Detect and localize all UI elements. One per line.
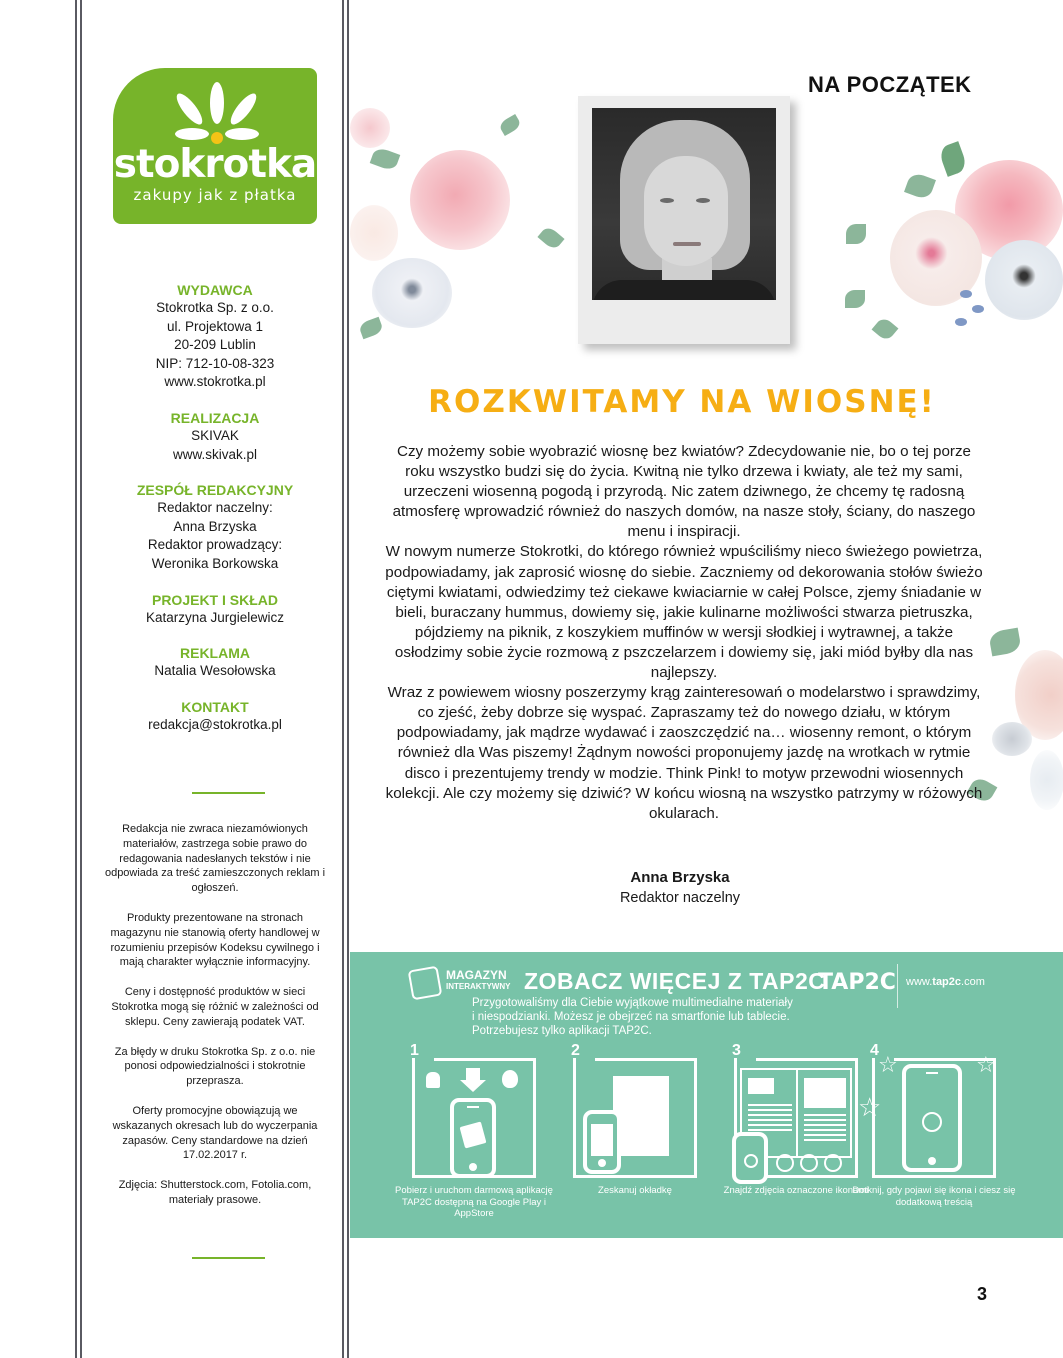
leaf-icon xyxy=(537,225,564,251)
photo-eye xyxy=(660,198,674,203)
daisy-petal-icon xyxy=(227,90,261,128)
leaf-icon xyxy=(846,224,866,244)
tap2c-logo: TAP2C xyxy=(818,970,896,995)
tap2c-app-icon xyxy=(460,1122,487,1149)
leaf-icon xyxy=(498,114,522,136)
section-heading: KONTAKT xyxy=(181,698,249,715)
section-heading: REALIZACJA xyxy=(170,409,260,426)
step-number: 3 xyxy=(732,1042,741,1059)
step-frame-top xyxy=(595,1058,697,1061)
phone-speaker xyxy=(926,1072,938,1074)
publisher-website-link[interactable]: www.stokrotka.pl xyxy=(164,374,266,390)
magazine-label xyxy=(446,970,510,992)
section-line: Natalia Wesołowska xyxy=(154,663,276,679)
star-icon: ☆ xyxy=(858,1092,882,1122)
section-line: Anna Brzyska xyxy=(173,518,257,534)
white-anemone-icon xyxy=(1030,750,1063,810)
banner-separator xyxy=(897,964,898,1008)
section-line: 20-209 Lublin xyxy=(174,337,256,353)
photo-eye xyxy=(696,198,710,203)
photo-mouth xyxy=(673,242,701,246)
author-role: Redaktor naczelny xyxy=(619,890,741,906)
section-heading: REKLAMA xyxy=(180,645,250,662)
legal-note: Produkty prezentowane na stronach magazynu nie stanowią oferty handlowej w rozumieniu przepisów Kodeksu cywilnego i mają charakter wyłącznie informacyjny. xyxy=(110,911,320,969)
page-number: 3 xyxy=(977,1284,988,1304)
photo-face xyxy=(644,156,728,266)
daisy-petal-icon xyxy=(175,128,209,140)
phone-screen xyxy=(591,1124,613,1156)
description-line: Przygotowaliśmy dla Ciebie wyjątkowe multimedialne materiały xyxy=(472,997,793,1009)
peony-icon xyxy=(350,205,398,261)
section-line: SKIVAK xyxy=(191,427,239,443)
android-icon xyxy=(426,1072,440,1088)
legal-note: Redakcja nie zwraca niezamówionych materiałów, zastrzega sobie prawo do redagowania nadesłanych tekstów i nie odpowiada za treść zamieszczonych reklam i ogłoszeń. xyxy=(104,823,326,895)
phone-home-button xyxy=(928,1157,936,1165)
colophon-section-editorial-team xyxy=(96,481,334,573)
article-signature xyxy=(560,868,800,908)
step-number: 2 xyxy=(571,1042,580,1059)
colophon-section-advertising xyxy=(96,644,334,681)
step-tap-icon xyxy=(852,1042,1016,1208)
logo-tagline: zakupy jak z płatka xyxy=(133,186,297,204)
white-anemone-icon xyxy=(985,240,1063,320)
camera-icon xyxy=(800,1154,818,1172)
article-paragraph: Wraz z powiewem wiosny poszerzymy krąg zainteresowań o modelarstwo i sprawdzimy, co zjeść, żeby dobrze się wyspać. Zapraszamy też do nowego działu, w którym podpowiadamy, jak mądrze wydawać i zaoszczędzić na… wiosenny remont, o którym również dla Was piszemy! Żądnym nowości proponujemy jazdę na wrotkach w rytmie disco i prezentujemy trendy w modzie. Think Pink! to motyw przewodni wiosennych kolekcji. Ale czy możemy się dziwić? W końcu wiosną na wszystko patrzymy w różowych okularach. xyxy=(385,684,983,822)
skivak-website-link[interactable]: www.skivak.pl xyxy=(172,446,258,462)
daisy-petal-icon xyxy=(173,90,207,128)
magazine-text xyxy=(748,1104,792,1132)
apple-icon xyxy=(502,1070,518,1088)
description-line: i niespodzianki. Możesz je obejrzeć na smartfonie lub tablecie. xyxy=(472,1011,790,1023)
banner-description xyxy=(472,996,793,1038)
download-arrow-icon xyxy=(466,1068,480,1080)
percent-icon xyxy=(824,1154,842,1172)
editor-photo-frame xyxy=(578,96,790,344)
section-line: Redaktor prowadzący: xyxy=(147,537,283,553)
frame-line-left-outer xyxy=(75,0,77,1358)
url-domain: tap2c xyxy=(932,976,962,988)
berry-icon xyxy=(960,290,972,298)
magazine-cover-icon xyxy=(613,1076,669,1156)
section-heading: PROJEKT I SKŁAD xyxy=(151,591,278,608)
frame-line-left-inner xyxy=(80,0,82,1358)
section-line: Stokrotka Sp. z o.o. xyxy=(156,300,274,315)
step-frame-top xyxy=(756,1058,858,1061)
green-divider xyxy=(192,792,265,794)
phone-speaker xyxy=(467,1106,479,1108)
step-download-app xyxy=(395,1042,553,1219)
stokrotka-logo xyxy=(113,68,317,224)
step-caption: Zeskanuj okładkę xyxy=(598,1185,672,1196)
tap2c-banner[interactable] xyxy=(350,952,1063,1238)
smartphone-icon xyxy=(732,1132,768,1184)
description-line: Potrzebujesz tylko aplikacji TAP2C. xyxy=(472,1025,652,1037)
magazine-image xyxy=(748,1078,774,1094)
download-arrow-head-icon xyxy=(460,1080,486,1092)
legal-note: Za błędy w druku Stokrotka Sp. z o.o. nie ponosi odpowiedzialności i stokrotnie przeprasza. xyxy=(114,1045,316,1088)
pink-rose-icon xyxy=(410,150,510,250)
article-paragraph: Czy możemy sobie wyobrazić wiosnę bez kwiatów? Zdecydowanie nie, bo o tej porze roku wszystko budzi się do życia. Kwitną nie tylko drzewa i kwiaty, ale też my sami, urzeczeni wiosenną pogodą i przyrodą. Nic zatem dziwnego, że chcemy tę radosną atmosferę wprowadzić również do naszych domów, na nasze stoły, ściany, do naszego menu i inspiracji. xyxy=(392,443,976,541)
legal-note: Oferty promocyjne obowiązują we wskazanych okresach lub do wyczerpania zapasów. Ceny standardowe na dzień 17.02.2017 r. xyxy=(112,1104,318,1162)
phone-home-button xyxy=(469,1163,477,1171)
smartphone-icon xyxy=(902,1064,962,1172)
leaf-icon xyxy=(988,628,1022,657)
phone-home-button xyxy=(598,1159,606,1167)
section-line: Weronika Borkowska xyxy=(151,555,279,571)
white-anemone-icon xyxy=(372,258,452,328)
magazine-image xyxy=(804,1078,846,1108)
play-icon xyxy=(744,1154,758,1168)
daisy-petal-icon xyxy=(225,128,259,140)
leaf-icon xyxy=(938,141,969,177)
section-heading: WYDAWCA xyxy=(177,282,253,298)
magazine-text xyxy=(804,1114,846,1142)
section-label: NA POCZĄTEK xyxy=(808,72,972,97)
star-icon: ☆ xyxy=(976,1052,996,1077)
leaf-icon xyxy=(358,317,384,340)
section-line: NIP: 712-10-08-323 xyxy=(155,355,275,371)
article-title: ROZKWITAMY NA WIOSNĘ! xyxy=(428,384,936,420)
magazine-spine xyxy=(796,1070,798,1156)
berry-icon xyxy=(955,318,967,326)
section-line: Katarzyna Jurgielewicz xyxy=(145,609,285,625)
leaf-icon xyxy=(370,146,401,172)
editor-portrait-photo xyxy=(592,108,776,300)
step-find-icons xyxy=(723,1042,869,1196)
author-name: Anna Brzyska xyxy=(630,869,730,886)
play-icon xyxy=(922,1112,942,1132)
star-icon: ☆ xyxy=(878,1052,898,1077)
leaf-icon xyxy=(904,171,936,201)
tap2c-website-link[interactable] xyxy=(906,976,985,988)
banner-title: ZOBACZ WIĘCEJ Z TAP2C xyxy=(524,968,826,994)
step-frame-top xyxy=(434,1058,536,1061)
contact-email-link[interactable]: redakcja@stokrotka.pl xyxy=(148,716,282,732)
legal-note: Ceny i dostępność produktów w sieci Stokrotka mogą się różnić w zależności od sklepu. Ceny zawierają podatek VAT. xyxy=(111,986,319,1028)
magazine-label-line1: MAGAZYN xyxy=(446,968,507,982)
leaf-icon xyxy=(845,290,865,308)
article-body xyxy=(385,442,983,824)
url-suffix: .com xyxy=(961,976,985,988)
logo-brand: stokrotka xyxy=(113,142,317,187)
tap2c-phone-icon xyxy=(408,966,443,1001)
step-caption: Dotknij, gdy pojawi się ikona i ciesz się dodatkową treścią xyxy=(852,1185,1016,1208)
pink-rose-icon xyxy=(350,108,390,148)
colophon-section-design xyxy=(96,591,334,628)
berry-icon xyxy=(972,305,984,313)
frame-line-right-inner xyxy=(342,0,344,1358)
magazine-label-line2: INTERAKTYWNY xyxy=(446,982,511,991)
leaf-icon xyxy=(872,316,899,343)
colophon-section-realization xyxy=(96,409,334,464)
step-number: 4 xyxy=(870,1042,879,1059)
green-divider xyxy=(192,1257,265,1259)
photo-shirt xyxy=(592,280,776,300)
daisy-petal-icon xyxy=(210,82,224,124)
sound-icon xyxy=(776,1154,794,1172)
colophon xyxy=(96,281,334,751)
smartphone-icon xyxy=(450,1098,496,1178)
article-paragraph: W nowym numerze Stokrotki, do którego również wpuściliśmy nieco świeżego powietrza, podpowiadamy, jak zaprosić wiosnę do siebie. Zaczniemy od dekorowania stołów świeżo ciętymi kwiatami, odwiedzimy też ciekawe kwiaciarnie w całej Polsce, zjemy śniadanie w bieli, buraczany hummus, dowiemy się, jakie kulinarne możliwości stwarza pietruszka, pójdziemy na piknik, z koszykiem muffinów w wersji słodkiej i wytrawnej, a także osłodzimy sobie życie rozmową z pszczelarzem i dowiemy się, jaki miód byłby dla nas najlepszy. xyxy=(385,543,983,682)
step-number: 1 xyxy=(410,1042,419,1059)
colophon-section-contact xyxy=(96,698,334,735)
frame-line-right-outer xyxy=(347,0,349,1358)
step-scan-cover xyxy=(571,1042,697,1196)
section-line: ul. Projektowa 1 xyxy=(166,318,264,334)
step-caption: Pobierz i uruchom darmową aplikację TAP2C dostępną na Google Play i AppStore xyxy=(395,1185,553,1219)
section-line: Redaktor naczelny: xyxy=(157,500,273,516)
smartphone-icon xyxy=(583,1110,621,1174)
section-heading: ZESPÓŁ REDAKCYJNY xyxy=(136,482,294,499)
legal-note: Zdjęcia: Shutterstock.com, Fotolia.com, materiały prasowe. xyxy=(118,1179,312,1206)
legal-notes xyxy=(104,822,326,1223)
colophon-section-publisher xyxy=(96,281,334,392)
url-prefix: www. xyxy=(906,976,933,988)
berry-cluster-icon xyxy=(992,722,1032,756)
step-caption: Znajdź zdjęcia oznaczone ikonami xyxy=(723,1185,869,1196)
